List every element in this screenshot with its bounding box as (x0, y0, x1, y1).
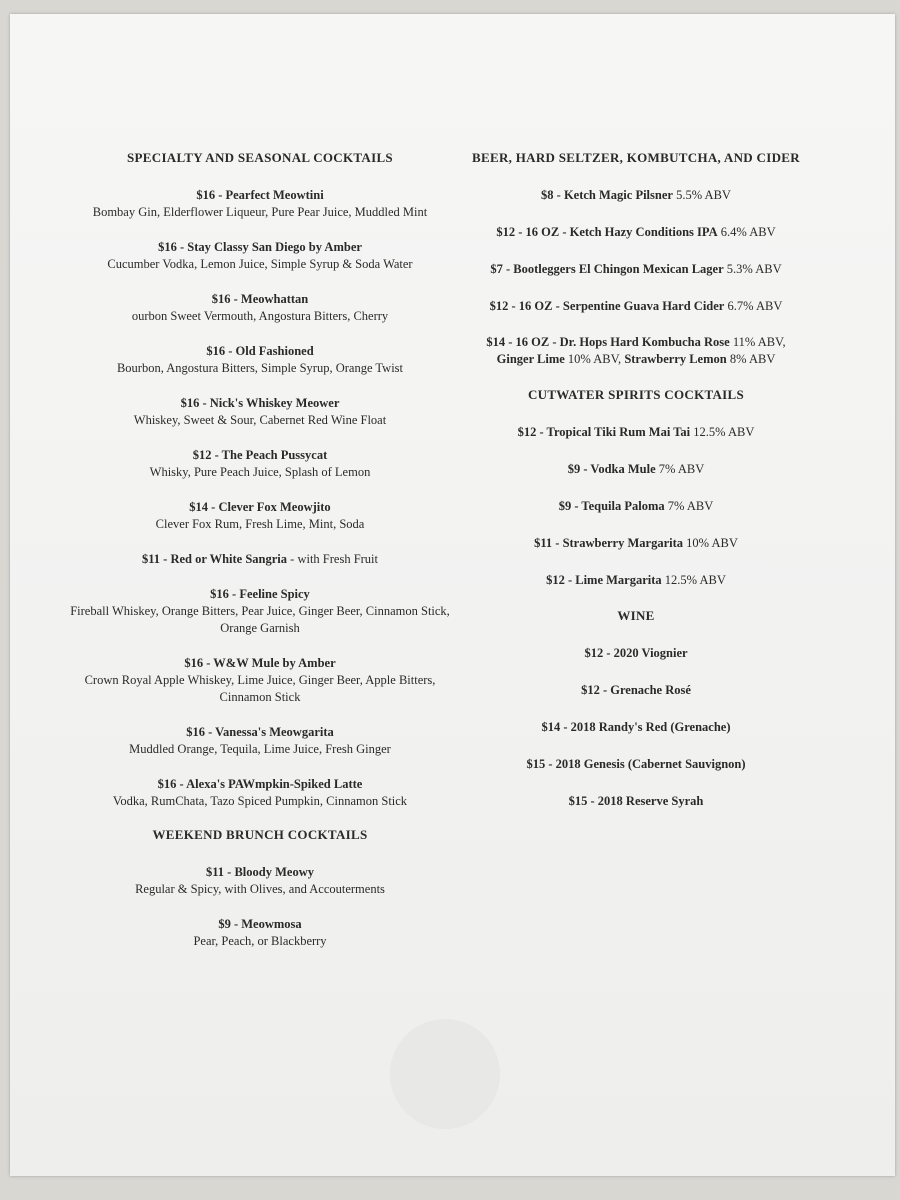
item-description: Whisky, Pure Peach Juice, Splash of Lemon (149, 465, 371, 479)
item-title: $14 - 16 OZ - Dr. Hops Hard Kombucha Rose (486, 335, 730, 349)
menu-item (70, 394, 450, 429)
menu-item (70, 723, 450, 758)
item-title: $11 - Bloody Meowy (206, 865, 314, 879)
logo-watermark-icon (390, 1019, 500, 1129)
item-description: Vodka, RumChata, Tazo Spiced Pumpkin, Cinnamon Stick (112, 794, 408, 808)
item-title: $9 - Tequila Paloma (558, 499, 665, 513)
item-title: $11 - Strawberry Margarita (534, 536, 684, 550)
item-title: $9 - Meowmosa (218, 917, 302, 931)
item-abv: 12.5% ABV (661, 573, 726, 587)
item-title: $9 - Vodka Mule (567, 462, 656, 476)
item-title: $16 - Alexa's PAWmpkin-Spiked Latte (157, 777, 363, 791)
menu-item: $14 - 2018 Randy's Red (Grenache) (541, 720, 731, 734)
item-description: Bourbon, Angostura Bitters, Simple Syrup, Orange Twist (116, 361, 404, 375)
item-title: $12 - 16 OZ - Ketch Hazy Conditions IPA (496, 225, 718, 239)
item-description: Muddled Orange, Tequila, Lime Juice, Fresh Ginger (129, 742, 391, 756)
item-title: $12 - The Peach Pussycat (192, 448, 328, 462)
menu-item (455, 534, 817, 552)
wine-heading: WINE (617, 608, 655, 623)
beer-heading: BEER, HARD SELTZER, KOMBUTCHA, AND CIDER (472, 150, 800, 165)
item-title: $12 - 16 OZ - Serpentine Guava Hard Cider (489, 299, 725, 313)
brunch-heading: WEEKEND BRUNCH COCKTAILS (152, 827, 368, 842)
item-abv: 7% ABV (655, 462, 705, 476)
menu-item (70, 915, 450, 950)
item-title: $16 - Old Fashioned (206, 344, 314, 358)
left-column (70, 146, 450, 967)
menu-item (455, 460, 817, 478)
menu-item (70, 585, 450, 637)
menu-item (70, 654, 450, 706)
item-title: $16 - Vanessa's Meowgarita (186, 725, 334, 739)
menu-paper (10, 14, 895, 1176)
item-abv: 10% ABV, (564, 352, 625, 366)
item-title (70, 550, 450, 568)
item-abv: 8% ABV (726, 352, 776, 366)
menu-item (455, 186, 817, 204)
menu-item (70, 446, 450, 481)
item-description: Fireball Whiskey, Orange Bitters, Pear Juice, Ginger Beer, Cinnamon Stick, Orange Garnish (70, 604, 450, 635)
item-description: Whiskey, Sweet & Sour, Cabernet Red Wine Float (133, 413, 387, 427)
menu-item (70, 238, 450, 273)
menu-item: $12 - 2020 Viognier (584, 646, 688, 660)
item-title: $7 - Bootleggers El Chingon Mexican Lager (490, 262, 724, 276)
item-abv: 11% ABV, (729, 335, 786, 349)
item-description: Cucumber Vodka, Lemon Juice, Simple Syrup & Soda Water (107, 257, 413, 271)
menu-item: $15 - 2018 Reserve Syrah (568, 794, 704, 808)
item-title: $16 - Stay Classy San Diego by Amber (158, 240, 362, 254)
item-title: $12 - Tropical Tiki Rum Mai Tai (517, 425, 691, 439)
cutwater-heading: CUTWATER SPIRITS COCKTAILS (527, 387, 745, 402)
item-description: Regular & Spicy, with Olives, and Accouterments (135, 882, 385, 896)
menu-item (455, 297, 817, 315)
item-title: $16 - Pearfect Meowtini (196, 188, 324, 202)
menu-item (70, 550, 450, 568)
item-abv: 12.5% ABV (690, 425, 755, 439)
menu-item (70, 186, 450, 221)
kombucha-flavor: Ginger Lime (496, 352, 565, 366)
item-abv: 5.3% ABV (723, 262, 782, 276)
item-description: Clever Fox Rum, Fresh Lime, Mint, Soda (155, 517, 365, 531)
menu-item: $15 - 2018 Genesis (Cabernet Sauvignon) (526, 757, 746, 771)
item-abv: 7% ABV (664, 499, 714, 513)
item-title: $14 - Clever Fox Meowjito (189, 500, 331, 514)
menu-item (455, 571, 817, 589)
item-title: $16 - W&W Mule by Amber (184, 656, 336, 670)
menu-item (70, 290, 450, 325)
menu-item (70, 775, 450, 810)
item-title: $16 - Nick's Whiskey Meower (180, 396, 340, 410)
menu-item (455, 223, 817, 241)
item-description: ourbon Sweet Vermouth, Angostura Bitters, Cherry (131, 309, 389, 323)
item-title: $16 - Feeline Spicy (210, 587, 310, 601)
kombucha-flavor: Strawberry Lemon (624, 352, 727, 366)
item-description: Bombay Gin, Elderflower Liqueur, Pure Pear Juice, Muddled Mint (92, 205, 428, 219)
menu-item (455, 497, 817, 515)
menu-item (455, 260, 817, 278)
menu-item (455, 423, 817, 441)
menu-item (70, 342, 450, 377)
item-inline-description: - with Fresh Fruit (287, 552, 379, 566)
item-abv: 10% ABV (683, 536, 738, 550)
menu-item (455, 334, 817, 368)
item-title: $12 - Lime Margarita (546, 573, 662, 587)
menu-item: $12 - Grenache Rosé (581, 683, 691, 697)
right-column (455, 146, 817, 829)
item-title: $16 - Meowhattan (211, 292, 309, 306)
menu-item (70, 863, 450, 898)
menu-item (70, 498, 450, 533)
item-title-text: $11 - Red or White Sangria (141, 552, 288, 566)
specialty-heading: SPECIALTY AND SEASONAL COCKTAILS (127, 150, 393, 165)
item-description: Crown Royal Apple Whiskey, Lime Juice, Ginger Beer, Apple Bitters, Cinnamon Stick (84, 673, 436, 704)
item-abv: 6.4% ABV (717, 225, 776, 239)
item-title: $8 - Ketch Magic Pilsner (541, 188, 673, 202)
item-abv: 6.7% ABV (724, 299, 783, 313)
item-description: Pear, Peach, or Blackberry (193, 934, 327, 948)
item-abv: 5.5% ABV (672, 188, 731, 202)
